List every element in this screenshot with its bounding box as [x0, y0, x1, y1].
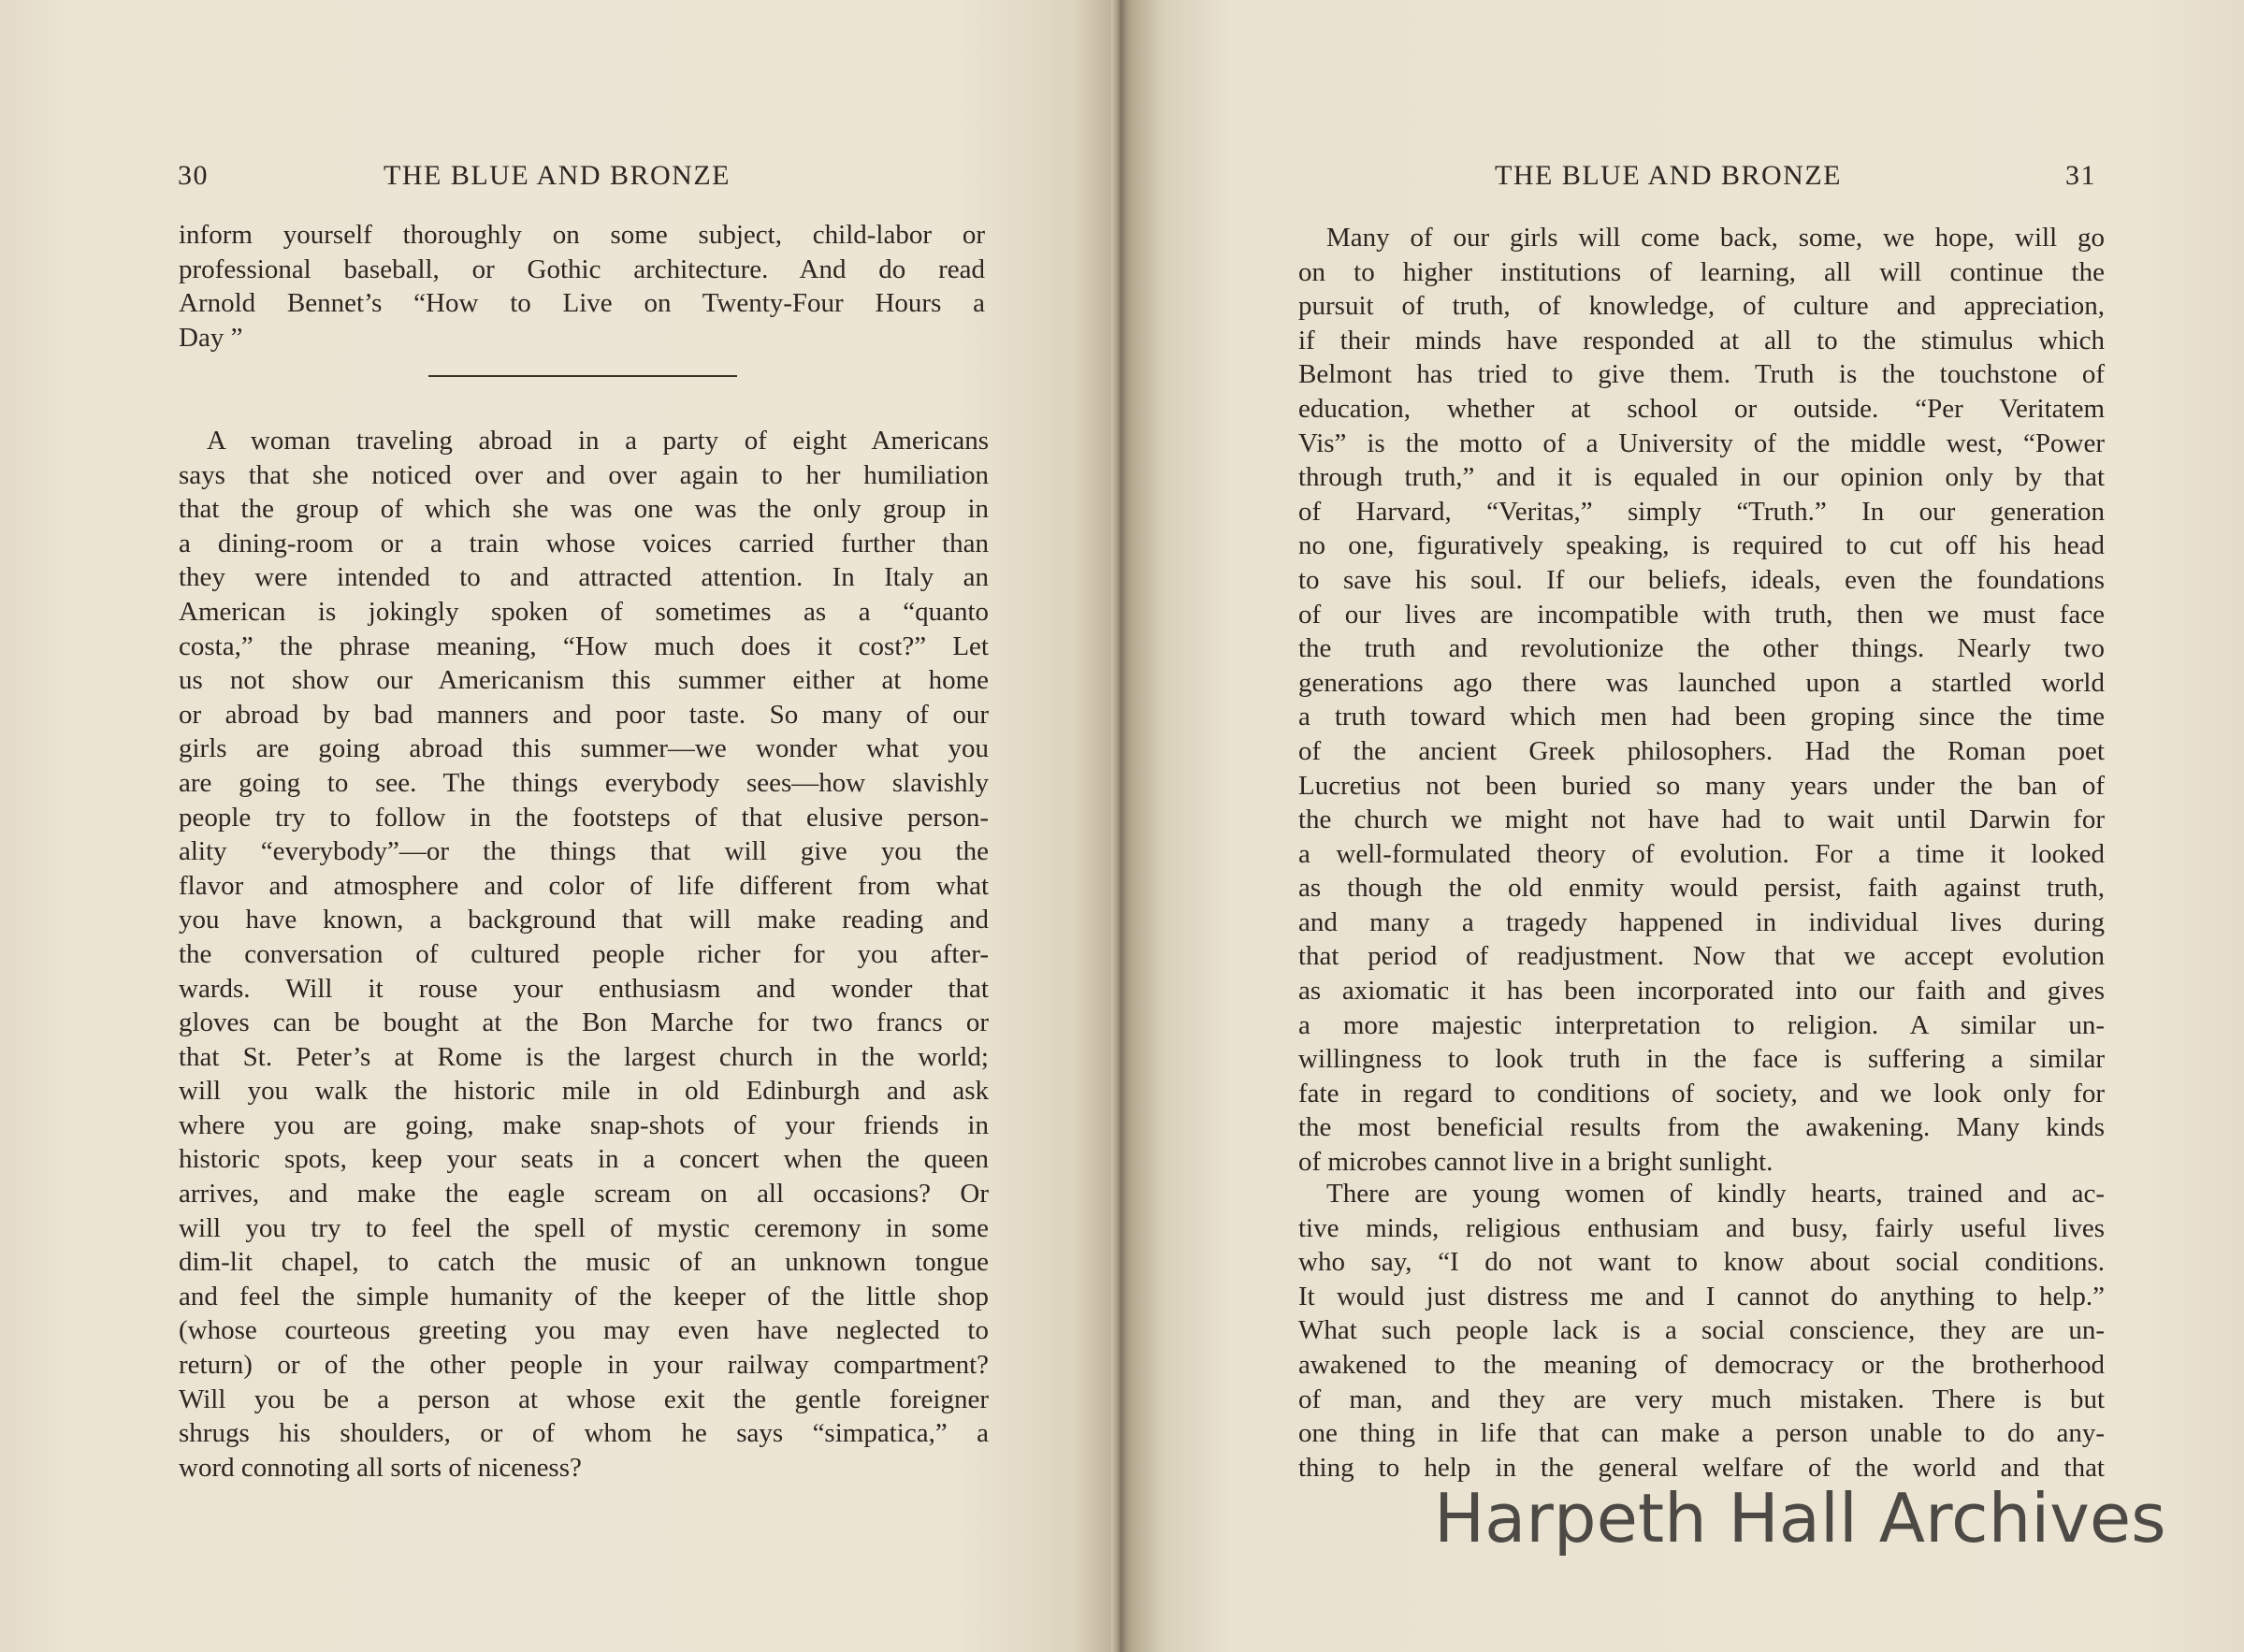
text-line: of man, and they are very much mistaken. There is but — [1298, 1384, 2105, 1414]
text-line: education, whether at school or outside. “Per Veritatem — [1298, 393, 2105, 424]
right-page-header — [1119, 157, 2244, 195]
text-line: they were intended to and attracted attention. In Italy an — [179, 562, 989, 593]
text-line: shrugs his shoulders, or of whom he says “simpatica,” a — [179, 1418, 989, 1449]
text-line: arrives, and make the eagle scream on all occasions? Or — [179, 1179, 989, 1210]
text-line: Many of our girls will come back, some, we hope, will go — [1326, 223, 2105, 253]
text-line: A woman traveling abroad in a party of eight Americans — [207, 426, 989, 456]
text-line: Day ” — [179, 322, 243, 353]
text-line: if their minds have responded at all to the stimulus which — [1298, 325, 2105, 355]
right-paragraph-1 — [1298, 221, 2105, 1180]
text-line: Vis” is the motto of a University of the middle west, “Power — [1298, 427, 2105, 458]
text-line: who say, “I do not want to know about social conditions. — [1298, 1247, 2105, 1278]
text-line: historic spots, keep your seats in a concert when the queen — [179, 1144, 989, 1175]
text-line: a dining-room or a train whose voices carried further than — [179, 528, 989, 558]
text-line: wards. Will it rouse your enthusiasm and wonder that — [179, 973, 989, 1004]
text-line: word connoting all sorts of niceness? — [179, 1452, 582, 1483]
text-line: It would just distress me and I cannot do anything to help.” — [1298, 1281, 2105, 1311]
archive-watermark: Harpeth Hall Archives — [1434, 1479, 2166, 1558]
right-paragraph-2 — [1298, 1177, 2105, 1485]
text-line: American is jokingly spoken of sometimes as a “quanto — [179, 596, 989, 627]
text-line: of microbes cannot live in a bright sunlight. — [1298, 1147, 1773, 1178]
left-page — [0, 0, 1119, 1652]
text-line: that the group of which she was one was the only group in — [179, 494, 989, 525]
text-line: a more majestic interpretation to religion. A similar un- — [1298, 1009, 2105, 1040]
text-line: pursuit of truth, of knowledge, of culture and appreciation, — [1298, 291, 2105, 322]
text-line: and many a tragedy happened in individual lives during — [1298, 906, 2105, 937]
running-title: THE BLUE AND BRONZE — [384, 160, 731, 191]
text-line: awakened to the meaning of democracy or the brotherhood — [1298, 1349, 2105, 1380]
text-line: thing to help in the general welfare of the world and that — [1298, 1452, 2105, 1483]
text-line: to save his soul. If our beliefs, ideals, even the foundations — [1298, 564, 2105, 595]
text-line: fate in regard to conditions of society, and we look only for — [1298, 1078, 2105, 1109]
text-line: or abroad by bad manners and poor taste. So many of our — [179, 699, 989, 730]
text-line: willingness to look truth in the face is suffering a similar — [1298, 1044, 2105, 1075]
text-line: the most beneficial results from the awakening. Many kinds — [1298, 1112, 2105, 1143]
text-line: of the ancient Greek philosophers. Had the Roman poet — [1298, 735, 2105, 766]
text-line: that period of readjustment. Now that we accept evolution — [1298, 941, 2105, 972]
text-line: are going to see. The things everybody sees—how slavishly — [179, 767, 989, 798]
text-line: says that she noticed over and over again to her humiliation — [179, 459, 989, 490]
running-title: THE BLUE AND BRONZE — [1495, 160, 1842, 191]
text-line: will you try to feel the spell of mystic ceremony in some — [179, 1212, 989, 1243]
text-line: tive minds, religious enthusiam and busy, fairly useful lives — [1298, 1212, 2105, 1243]
text-line: of Harvard, “Veritas,” simply “Truth.” In our generation — [1298, 496, 2105, 527]
text-line: you have known, a background that will make reading and — [179, 905, 989, 935]
text-line: Lucretius not been buried so many years under the ban of — [1298, 770, 2105, 801]
text-line: inform yourself thoroughly on some subject, child-labor or — [179, 220, 985, 250]
text-line: through truth,” and it is equaled in our opinion only by that — [1298, 462, 2105, 493]
text-line: where you are going, make snap-shots of your friends in — [179, 1109, 989, 1140]
page-number: 30 — [178, 160, 209, 191]
text-line: as though the old enmity would persist, faith against truth, — [1298, 873, 2105, 904]
text-line: no one, figuratively speaking, is required to cut off his head — [1298, 530, 2105, 561]
text-line: as axiomatic it has been incorporated into our faith and gives — [1298, 976, 2105, 1007]
book-gutter — [1111, 0, 1128, 1652]
left-paragraph-2 — [179, 424, 989, 1485]
text-line: one thing in life that can make a person unable to do any- — [1298, 1418, 2105, 1449]
text-line: gloves can be bought at the Bon Marche for two francs or — [179, 1007, 989, 1038]
text-line: a truth toward which men had been groping since the time — [1298, 702, 2105, 732]
text-line: professional baseball, or Gothic architecture. And do read — [179, 254, 985, 284]
text-line: ality “everybody”—or the things that will give you the — [179, 836, 989, 867]
text-line: (whose courteous greeting you may even have neglected to — [179, 1315, 989, 1346]
text-line: Belmont has tried to give them. Truth is the touchstone of — [1298, 359, 2105, 390]
page-number: 31 — [2065, 160, 2096, 191]
left-page-header — [0, 157, 1119, 195]
left-paragraph-1 — [179, 218, 985, 355]
text-line: dim-lit chapel, to catch the music of an unknown tongue — [179, 1247, 989, 1278]
text-line: What such people lack is a social conscience, they are un- — [1298, 1315, 2105, 1346]
text-line: that St. Peter’s at Rome is the largest church in the world; — [179, 1041, 989, 1072]
text-line: Will you be a person at whose exit the gentle foreigner — [179, 1384, 989, 1414]
text-line: Arnold Bennet’s “How to Live on Twenty-Four Hours a — [179, 288, 985, 319]
text-line: the conversation of cultured people richer for you after- — [179, 938, 989, 969]
text-line: flavor and atmosphere and color of life different from what — [179, 870, 989, 901]
text-line: a well-formulated theory of evolution. For a time it looked — [1298, 838, 2105, 869]
text-line: the truth and revolutionize the other things. Nearly two — [1298, 633, 2105, 664]
text-line: generations ago there was launched upon a startled world — [1298, 667, 2105, 698]
right-page — [1119, 0, 2244, 1652]
text-line: of our lives are incompatible with truth, then we must face — [1298, 599, 2105, 630]
text-line: people try to follow in the footsteps of that elusive person- — [179, 802, 989, 833]
text-line: costa,” the phrase meaning, “How much does it cost?” Let — [179, 630, 989, 661]
text-line: will you walk the historic mile in old Edinburgh and ask — [179, 1076, 989, 1107]
text-line: us not show our Americanism this summer either at home — [179, 665, 989, 696]
section-divider-rule — [428, 375, 737, 377]
text-line: return) or of the other people in your railway compartment? — [179, 1350, 989, 1381]
text-line: girls are going abroad this summer—we wonder what you — [179, 733, 989, 764]
text-line: on to higher institutions of learning, all will continue the — [1298, 256, 2105, 287]
text-line: the church we might not have had to wait until Darwin for — [1298, 804, 2105, 835]
text-line: There are young women of kindly hearts, trained and ac- — [1326, 1179, 2105, 1209]
text-line: and feel the simple humanity of the keeper of the little shop — [179, 1281, 989, 1311]
